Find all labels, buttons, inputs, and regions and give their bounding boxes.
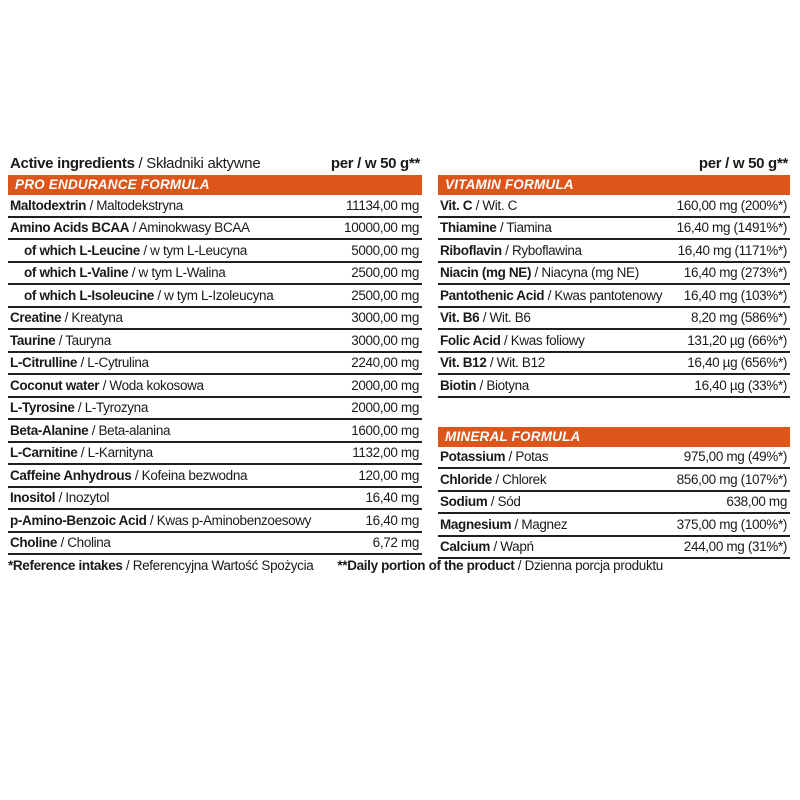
ingredient-name <box>10 220 250 235</box>
ingredient-name-en: of which L-Isoleucine <box>24 287 154 303</box>
ingredient-name-en: L-Tyrosine <box>10 400 75 416</box>
table-row <box>438 353 790 376</box>
ingredient-name <box>10 333 111 348</box>
ingredient-value: 2000,00 mg <box>351 400 419 416</box>
vitamin-formula-banner: VITAMIN FORMULA <box>438 175 790 195</box>
ingredient-name-pl: / Kwas pantotenowy <box>544 287 663 303</box>
daily-portion-footnote-pl: / Dzienna porcja produktu <box>514 558 663 573</box>
ingredient-name <box>10 310 123 325</box>
ingredient-name-pl: / Beta-alanina <box>88 422 171 438</box>
ingredient-name-en: Creatine <box>10 310 62 326</box>
ingredient-name <box>10 445 153 460</box>
ingredient-name-en: Beta-Alanine <box>10 422 89 438</box>
right-column-header <box>438 148 790 175</box>
ingredient-name-en: Calcium <box>440 539 491 555</box>
ingredient-name <box>440 378 529 393</box>
ingredient-name-en: Niacin (mg NE) <box>440 265 532 281</box>
ingredient-name <box>10 355 149 370</box>
mineral-formula-banner: MINERAL FORMULA <box>438 427 790 447</box>
ingredient-name-pl: / Kwas p-Aminobenzoesowy <box>146 512 312 528</box>
ingredient-value: 16,40 mg <box>365 512 419 528</box>
ingredient-name <box>440 265 639 280</box>
table-row <box>8 465 422 488</box>
ingredient-name-pl: / Sód <box>487 494 521 510</box>
ingredient-name-pl: / w tym L-Leucyna <box>139 242 247 258</box>
ingredient-name-en: Riboflavin <box>440 242 502 258</box>
ingredient-value: 11134,00 mg <box>346 197 419 213</box>
table-row <box>438 447 790 470</box>
active-ingredients-heading-en: Active ingredients <box>10 155 135 172</box>
ingredient-value: 131,20 µg (66%*) <box>687 332 787 348</box>
ingredient-name <box>10 423 170 438</box>
ingredient-value: 2500,00 mg <box>351 265 419 281</box>
ingredient-name-en: Potassium <box>440 449 506 465</box>
ingredient-value: 10000,00 mg <box>344 220 419 236</box>
table-row <box>438 308 790 331</box>
ingredient-name-pl: / Potas <box>505 449 549 465</box>
reference-intakes-footnote-pl: / Referencyjna Wartość Spożycia <box>122 558 314 573</box>
ingredient-value: 16,40 mg (1491%*) <box>676 220 787 236</box>
ingredient-name-en: Choline <box>10 535 58 551</box>
ingredient-name <box>440 243 582 258</box>
reference-intakes-footnote-en: *Reference intakes <box>8 558 123 573</box>
table-row <box>8 308 422 331</box>
ingredient-name <box>10 378 204 393</box>
pro-endurance-rows <box>8 195 422 555</box>
ingredient-value: 3000,00 mg <box>351 332 419 348</box>
ingredient-value: 120,00 mg <box>358 467 419 483</box>
ingredient-value: 16,40 µg (33%*) <box>694 377 787 393</box>
daily-portion-footnote-en: **Daily portion of the product <box>337 558 515 573</box>
ingredient-name-pl: / Niacyna (mg NE) <box>531 265 639 281</box>
ingredient-name <box>10 198 183 213</box>
ingredient-name-pl: / Kofeina bezwodna <box>131 467 248 483</box>
ingredient-name <box>440 198 517 213</box>
ingredient-name-en: of which L-Leucine <box>24 242 140 258</box>
ingredient-name-pl: / Kwas foliowy <box>500 332 585 348</box>
ingredient-name-pl: / w tym L-Izoleucyna <box>153 287 274 303</box>
ingredient-name-en: Biotin <box>440 377 477 393</box>
ingredient-name-en: Pantothenic Acid <box>440 287 545 303</box>
ingredient-name-pl: / Magnez <box>511 516 568 532</box>
ingredient-name-en: Chloride <box>440 471 492 487</box>
ingredient-name-pl: / Wit. C <box>472 197 518 213</box>
ingredient-name-en: Amino Acids BCAA <box>10 220 130 236</box>
pro-endurance-formula-banner: PRO ENDURANCE FORMULA <box>8 175 422 195</box>
ingredient-value: 2000,00 mg <box>351 377 419 393</box>
ingredient-value: 1600,00 mg <box>351 422 419 438</box>
ingredient-name <box>10 400 148 415</box>
ingredient-value: 375,00 mg (100%*) <box>676 516 787 532</box>
table-row <box>8 218 422 241</box>
table-row <box>8 375 422 398</box>
table-row <box>8 330 422 353</box>
ingredient-value: 244,00 mg (31%*) <box>683 539 787 555</box>
ingredient-name-pl: / L-Karnityna <box>77 445 153 461</box>
ingredient-value: 16,40 mg <box>365 490 419 506</box>
table-row <box>8 285 422 308</box>
ingredient-name-en: Coconut water <box>10 377 100 393</box>
ingredient-name-en: Taurine <box>10 332 56 348</box>
ingredient-name-pl: / Inozytol <box>55 490 110 506</box>
table-row <box>438 514 790 537</box>
daily-portion-footnote <box>337 558 663 573</box>
ingredient-name-en: Maltodextrin <box>10 197 87 213</box>
ingredient-name <box>10 468 247 483</box>
ingredient-name-pl: / Cholina <box>57 535 111 551</box>
ingredient-name-en: L-Carnitine <box>10 445 78 461</box>
ingredient-name <box>10 265 225 280</box>
ingredient-name-en: p-Amino-Benzoic Acid <box>10 512 147 528</box>
ingredient-name <box>440 220 552 235</box>
ingredient-name-pl: / Wit. B6 <box>479 310 531 326</box>
ingredient-name <box>10 513 311 528</box>
ingredient-name-pl: / Biotyna <box>476 377 529 393</box>
table-row <box>8 443 422 466</box>
ingredient-name-en: Vit. B12 <box>440 355 487 371</box>
per-quantity-label-right: per / w 50 g** <box>698 155 788 172</box>
ingredient-name-pl: / L-Tyrozyna <box>74 400 148 416</box>
ingredient-name-en: Vit. C <box>440 197 473 213</box>
table-row <box>438 375 790 398</box>
ingredient-name-pl: / Aminokwasy BCAA <box>129 220 250 236</box>
table-row <box>8 240 422 263</box>
ingredient-value: 16,40 mg (103%*) <box>683 287 787 303</box>
reference-intakes-footnote <box>8 558 313 573</box>
ingredient-name-pl: / Wit. B12 <box>486 355 545 371</box>
table-row <box>438 330 790 353</box>
column-left <box>8 148 422 555</box>
footnotes <box>8 558 663 573</box>
ingredient-name-pl: / Chlorek <box>491 471 547 487</box>
ingredient-name-en: Vit. B6 <box>440 310 480 326</box>
per-quantity-label-left: per / w 50 g** <box>330 155 420 172</box>
ingredient-name <box>440 517 567 532</box>
ingredient-name-en: Magnesium <box>440 516 512 532</box>
ingredient-value: 975,00 mg (49%*) <box>683 449 787 465</box>
ingredient-name-pl: / Wapń <box>490 539 534 555</box>
table-row <box>8 510 422 533</box>
ingredient-name <box>440 355 545 370</box>
ingredient-value: 16,40 mg (273%*) <box>683 265 787 281</box>
ingredient-name-pl: / L-Cytrulina <box>77 355 149 371</box>
ingredient-value: 3000,00 mg <box>351 310 419 326</box>
table-row <box>438 240 790 263</box>
table-row <box>8 420 422 443</box>
table-row <box>438 469 790 492</box>
table-row <box>8 533 422 556</box>
ingredient-name-pl: / Ryboflawina <box>501 242 582 258</box>
table-row <box>8 195 422 218</box>
ingredient-name-en: L-Citrulline <box>10 355 78 371</box>
ingredient-name-pl: / Tauryna <box>55 332 111 348</box>
table-row <box>438 492 790 515</box>
ingredient-name-pl: / w tym L-Walina <box>128 265 226 281</box>
left-column-header <box>8 148 422 175</box>
ingredient-name-en: Sodium <box>440 494 488 510</box>
ingredient-name <box>10 490 109 505</box>
table-row <box>8 488 422 511</box>
ingredient-name <box>440 288 662 303</box>
ingredient-value: 1132,00 mg <box>352 445 419 461</box>
ingredient-value: 160,00 mg (200%*) <box>676 197 787 213</box>
table-row <box>438 195 790 218</box>
ingredient-name-en: of which L-Valine <box>24 265 129 281</box>
table-row <box>8 398 422 421</box>
ingredient-value: 2240,00 mg <box>351 355 419 371</box>
table-row <box>438 218 790 241</box>
ingredient-name <box>10 243 247 258</box>
ingredient-name <box>440 539 534 554</box>
ingredient-value: 5000,00 mg <box>351 242 419 258</box>
table-row <box>8 353 422 376</box>
ingredient-value: 638,00 mg <box>726 494 787 510</box>
ingredient-value: 856,00 mg (107%*) <box>676 471 787 487</box>
table-row <box>438 285 790 308</box>
active-ingredients-heading <box>10 155 260 172</box>
column-right <box>438 148 790 559</box>
table-row <box>438 537 790 560</box>
table-row <box>438 263 790 286</box>
ingredient-value: 6,72 mg <box>372 535 419 551</box>
ingredient-name-pl: / Tiamina <box>496 220 552 236</box>
ingredient-name-en: Inositol <box>10 490 56 506</box>
ingredient-value: 8,20 mg (586%*) <box>690 310 787 326</box>
ingredient-name <box>440 449 548 464</box>
ingredient-name-pl: / Kreatyna <box>61 310 123 326</box>
ingredient-name-pl: / Maltodekstryna <box>86 197 183 213</box>
ingredient-name <box>440 333 585 348</box>
mineral-rows <box>438 447 790 560</box>
ingredient-name <box>440 472 546 487</box>
vitamin-rows <box>438 195 790 398</box>
ingredient-value: 2500,00 mg <box>351 287 419 303</box>
ingredient-name <box>10 535 111 550</box>
ingredient-value: 16,40 mg (1171%*) <box>677 242 787 258</box>
table-row <box>8 263 422 286</box>
ingredient-name-en: Folic Acid <box>440 332 501 348</box>
ingredient-name-en: Caffeine Anhydrous <box>10 467 132 483</box>
ingredient-name-pl: / Woda kokosowa <box>99 377 204 393</box>
ingredient-name <box>10 288 273 303</box>
ingredient-name-en: Thiamine <box>440 220 497 236</box>
ingredient-value: 16,40 µg (656%*) <box>687 355 787 371</box>
ingredient-name <box>440 494 521 509</box>
ingredient-name <box>440 310 531 325</box>
active-ingredients-heading-pl: / Składniki aktywne <box>134 155 261 172</box>
